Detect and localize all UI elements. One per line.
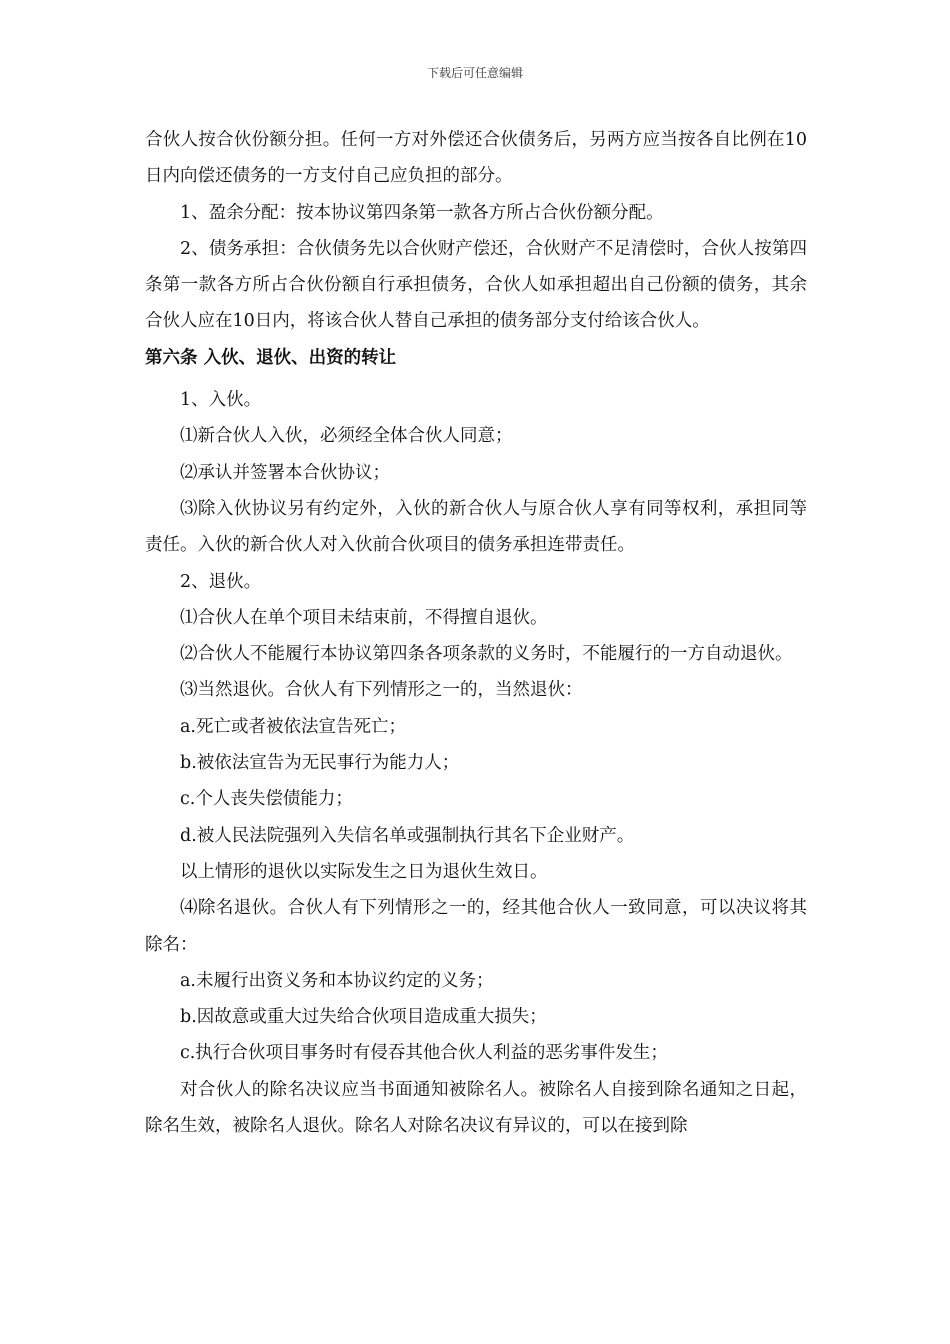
paragraph-continuation: 合伙人按合伙份额分担。任何一方对外偿还合伙债务后，另两方应当按各自比例在10日内向偿还债务的一方支付自己应负担的部分。 (145, 130, 807, 187)
list-item-withdrawal-3d: d.被人民法院强列入失信名单或强制执行其名下企业财产。 (180, 825, 635, 846)
document-body (145, 122, 807, 1144)
paragraph-profit-distribution: 1、盈余分配：按本协议第四条第一款各方所占合伙份额分配。 (180, 202, 664, 223)
list-item-withdrawal-1: ⑴合伙人在单个项目未结束前，不得擅自退伙。 (180, 607, 548, 628)
list-item-expulsion-c: c.执行合伙项目事务时有侵吞其他合伙人利益的恶劣事件发生； (180, 1043, 668, 1064)
list-item-withdrawal-3c: c.个人丧失偿债能力； (180, 789, 353, 810)
list-item-withdrawal-2: ⑵合伙人不能履行本协议第四条各项条款的义务时，不能履行的一方自动退伙。 (180, 644, 793, 665)
list-item-withdrawal-3b: b.被依法宣告为无民事行为能力人； (180, 753, 460, 774)
list-item-admission-1: ⑴新合伙人入伙，必须经全体合伙人同意； (180, 426, 513, 447)
list-item-withdrawal-3a: a.死亡或者被依法宣告死亡； (180, 716, 406, 737)
paragraph-debt-bearing: 2、债务承担：合伙债务先以合伙财产偿还，合伙财产不足清偿时，合伙人按第四条第一款各方所占合伙份额自行承担债务，合伙人如承担超出自己份额的债务，其余合伙人应在10日内，将该合伙人替自己承担的债务部分支付给该合伙人。 (145, 238, 807, 332)
list-item-admission-3: ⑶除入伙协议另有约定外，入伙的新合伙人与原合伙人享有同等权利，承担同等责任。入伙的新合伙人对入伙前合伙项目的债务承担连带责任。 (145, 498, 807, 556)
list-item-expulsion-a: a.未履行出资义务和本协议约定的义务； (180, 970, 494, 991)
paragraph-admission-heading: 1、入伙。 (180, 390, 262, 411)
section-heading-article-6: 第六条 入伙、退伙、出资的转让 (145, 347, 397, 368)
list-item-expulsion-b: b.因故意或重大过失给合伙项目造成重大损失； (180, 1007, 547, 1028)
list-item-withdrawal-3: ⑶当然退伙。合伙人有下列情形之一的，当然退伙： (180, 680, 583, 701)
paragraph-withdrawal-effective: 以上情形的退伙以实际发生之日为退伙生效日。 (180, 861, 548, 882)
page-header-note: 下载后可任意编辑 (426, 66, 523, 80)
list-item-admission-2: ⑵承认并签署本合伙协议； (180, 462, 390, 483)
paragraph-expulsion-notice: 对合伙人的除名决议应当书面通知被除名人。被除名人自接到除名通知之日起，除名生效，被除名人退伙。除名人对除名决议有异议的，可以在接到除 (145, 1079, 807, 1137)
list-item-withdrawal-4: ⑷除名退伙。合伙人有下列情形之一的，经其他合伙人一致同意，可以决议将其除名： (145, 898, 807, 955)
paragraph-withdrawal-heading: 2、退伙。 (180, 571, 262, 592)
